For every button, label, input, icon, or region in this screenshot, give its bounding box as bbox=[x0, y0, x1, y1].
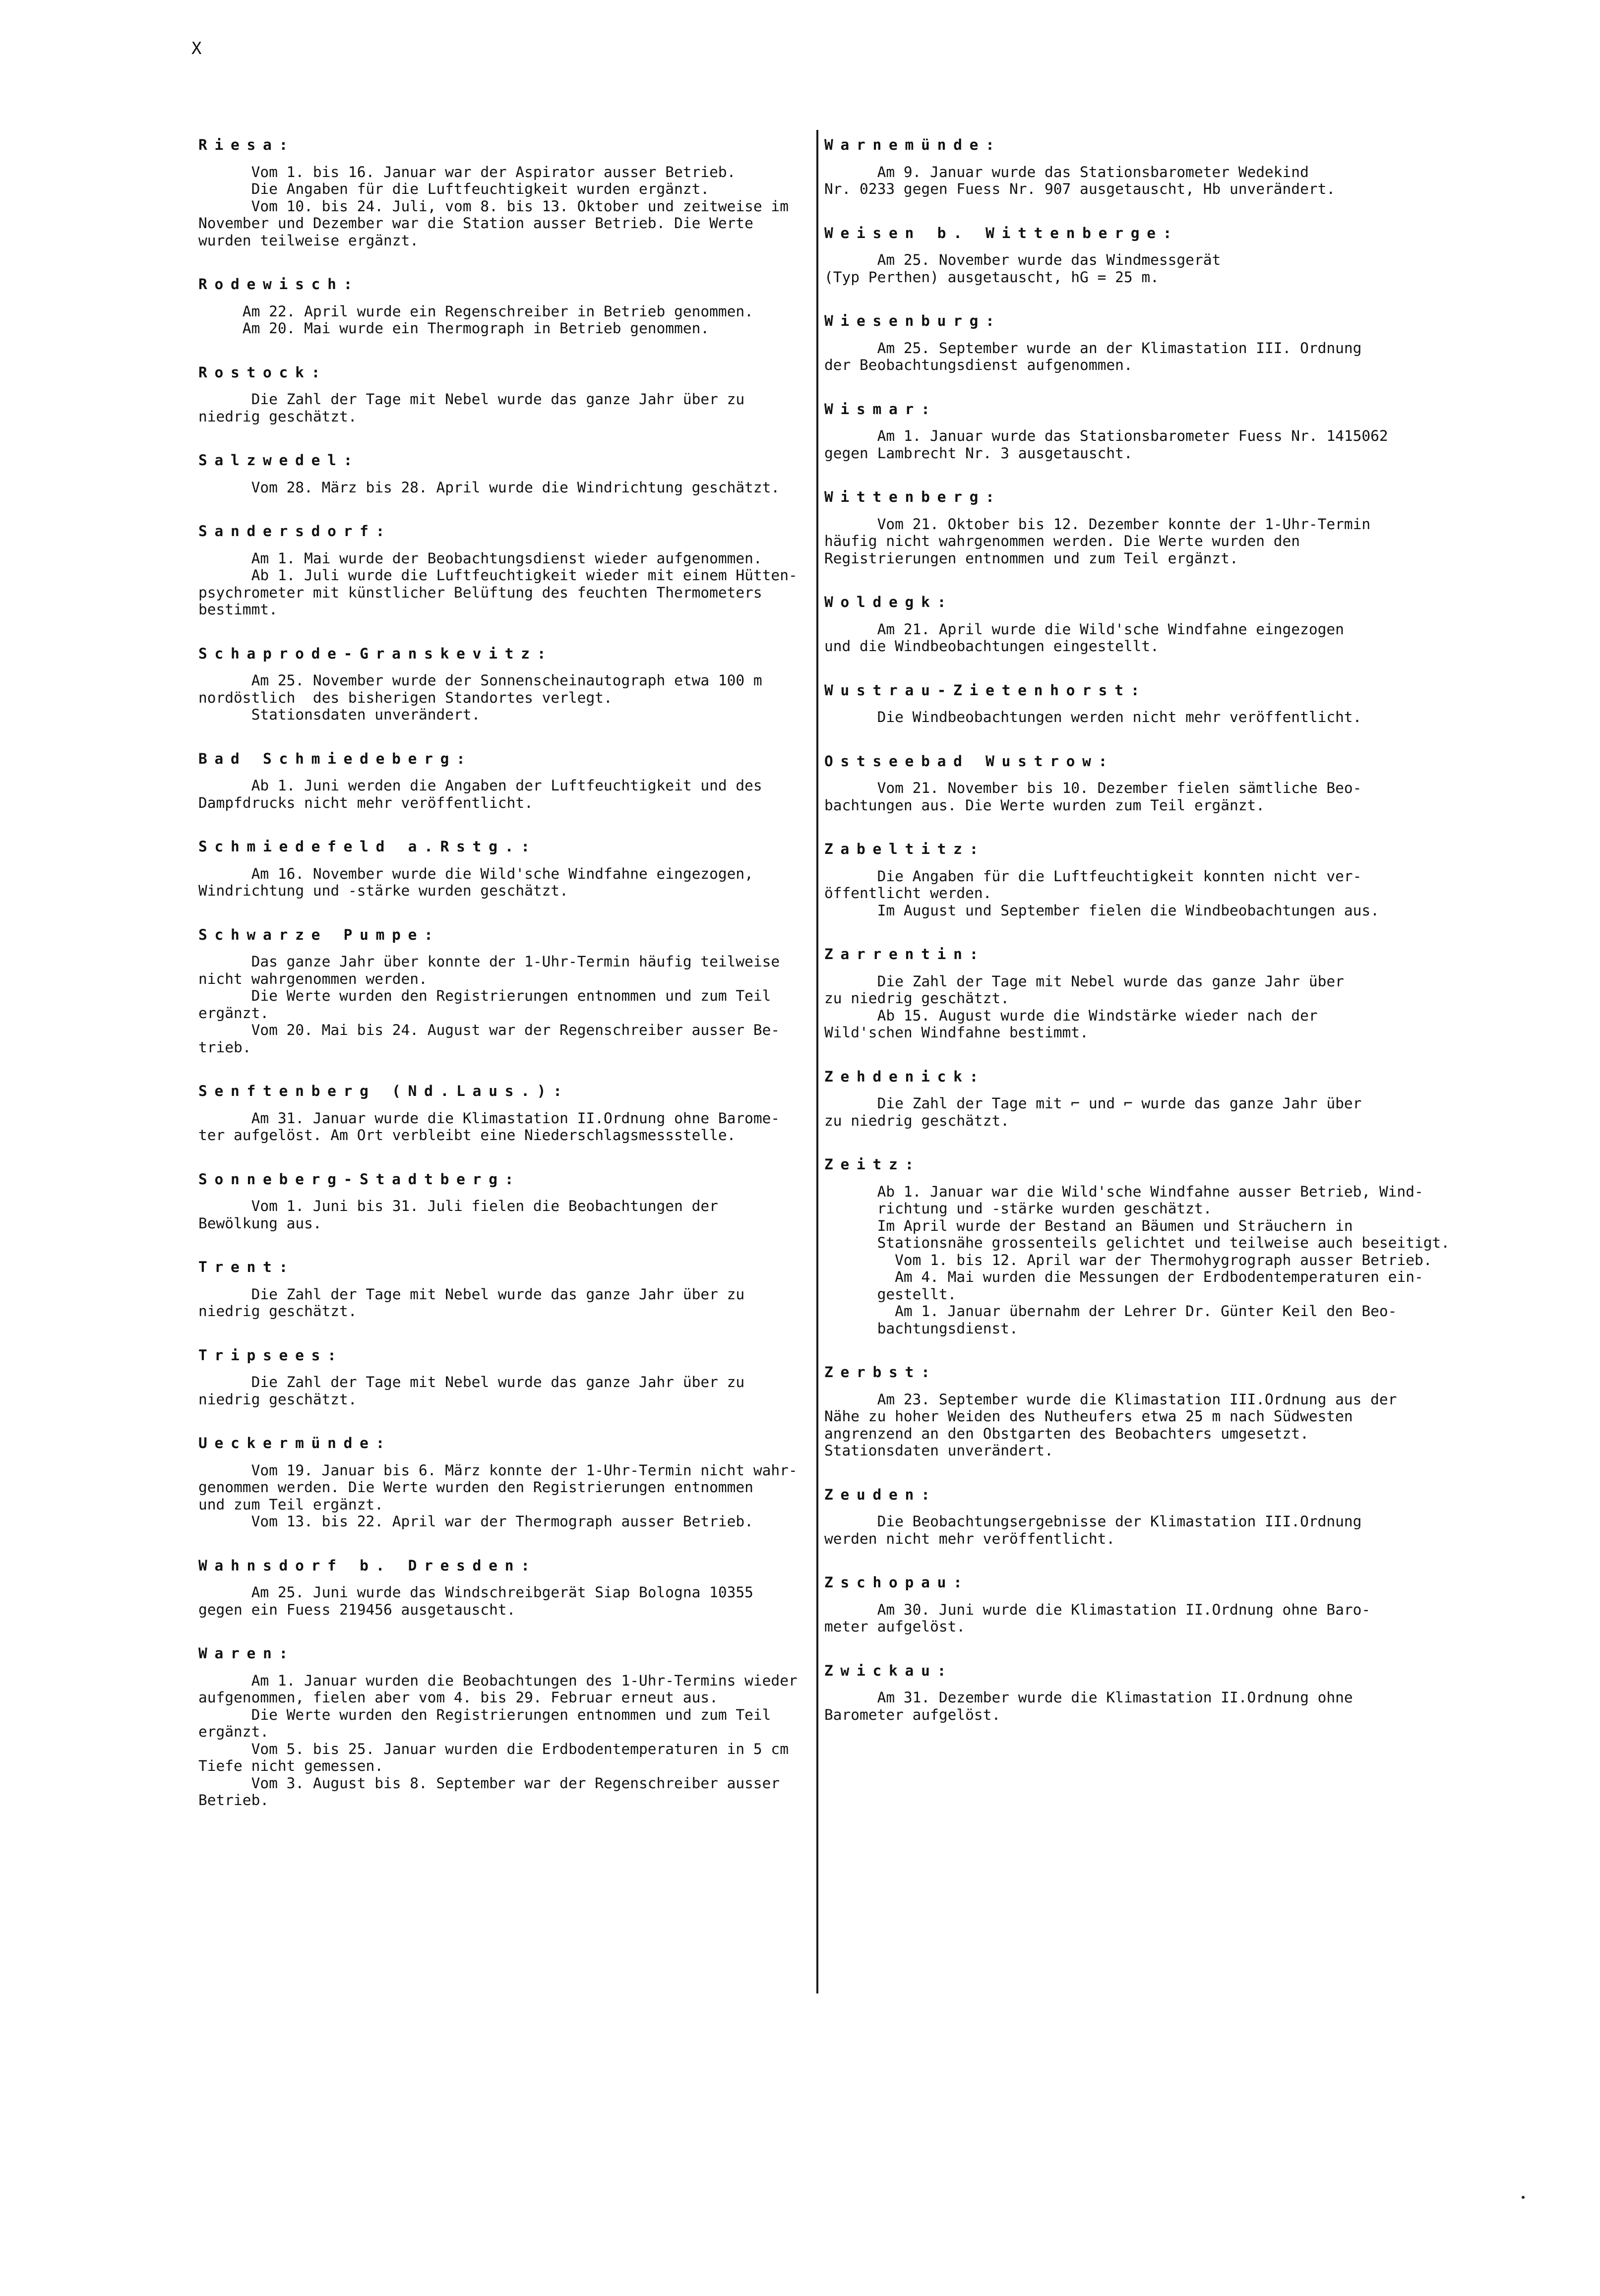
station-heading: Schwarze Pumpe: bbox=[198, 926, 440, 943]
entry-text-line: Vom 13. bis 22. April war der Thermograph ausser Betrieb. bbox=[198, 1513, 753, 1530]
entry-text-line: Die Werte wurden den Registrierungen entnommen und zum Teil bbox=[198, 1706, 771, 1723]
entry-text-line: Am 20. Mai wurde ein Thermograph in Betrieb genommen. bbox=[198, 320, 710, 337]
entry-text-line: Vom 5. bis 25. Januar wurden die Erdbodentemperaturen in 5 cm bbox=[198, 1740, 789, 1757]
entry-text-line: psychrometer mit künstlicher Belüftung des feuchten Thermometers bbox=[198, 584, 762, 601]
station-heading: Zehdenick: bbox=[824, 1068, 986, 1085]
entry-text-line: niedrig geschätzt. bbox=[198, 1390, 357, 1408]
station-heading: Zeuden: bbox=[824, 1486, 937, 1503]
entry-text-line: Betrieb. bbox=[198, 1792, 269, 1809]
station-entry bbox=[824, 401, 1449, 462]
station-entry bbox=[824, 1068, 1449, 1130]
station-entry bbox=[198, 1171, 813, 1232]
entry-text-line: Die Angaben für die Luftfeuchtigkeit konnten nicht ver- bbox=[824, 867, 1362, 885]
station-heading: Riesa: bbox=[198, 136, 296, 153]
entry-text-line: Am 9. Januar wurde das Stationsbarometer Wedekind bbox=[824, 163, 1309, 181]
entry-text-line: Windrichtung und -stärke wurden geschätzt. bbox=[198, 882, 568, 899]
heading-spacer bbox=[198, 1276, 813, 1286]
entry-text-line: Ab 1. Januar war die Wild'sche Windfahne ausser Betrieb, Wind- bbox=[824, 1183, 1423, 1200]
station-heading: Rodewisch: bbox=[198, 276, 360, 293]
entry-text-line: Die Zahl der Tage mit Nebel wurde das ganze Jahr über zu bbox=[198, 391, 745, 408]
entry-text-line: Vom 20. Mai bis 24. August war der Regenschreiber ausser Be- bbox=[198, 1022, 780, 1038]
page-speck bbox=[1522, 2196, 1525, 2199]
heading-spacer bbox=[198, 1188, 813, 1198]
entry-text-line: Am 31. Dezember wurde die Klimastation II.Ordnung ohne bbox=[824, 1689, 1353, 1706]
heading-spacer bbox=[824, 418, 1449, 427]
station-heading: Sandersdorf: bbox=[198, 523, 392, 540]
station-heading: Warnemünde: bbox=[824, 136, 1002, 153]
station-heading: Tripsees: bbox=[198, 1346, 344, 1364]
heading-spacer bbox=[198, 293, 813, 303]
station-entry bbox=[824, 1574, 1449, 1635]
heading-spacer bbox=[198, 540, 813, 550]
station-heading: Trent: bbox=[198, 1259, 296, 1275]
station-entry bbox=[198, 1435, 813, 1530]
entry-text-line: Am 1. Januar wurden die Beobachtungen des 1-Uhr-Termins wieder bbox=[198, 1672, 798, 1689]
station-entry bbox=[824, 312, 1449, 374]
heading-spacer bbox=[824, 858, 1449, 868]
entry-text-line: Die Zahl der Tage mit Nebel wurde das ganze Jahr über zu bbox=[198, 1285, 745, 1303]
entry-text-line: nordöstlich des bisherigen Standortes verlegt. bbox=[198, 689, 613, 706]
entry-text-line: niedrig geschätzt. bbox=[198, 1303, 357, 1320]
entry-text-line: Vom 19. Januar bis 6. März konnte der 1-Uhr-Termin nicht wahr- bbox=[198, 1461, 798, 1479]
entry-text-line: Vom 1. bis 16. Januar war der Aspirator ausser Betrieb. bbox=[198, 163, 736, 181]
heading-spacer bbox=[824, 1381, 1449, 1391]
station-entry bbox=[198, 1645, 813, 1809]
entry-text-line: November und Dezember war die Station ausser Betrieb. Die Werte bbox=[198, 215, 753, 232]
entry-text-line: Vom 21. Oktober bis 12. Dezember konnte der 1-Uhr-Termin bbox=[824, 515, 1371, 533]
entry-text-line: wurden teilweise ergänzt. bbox=[198, 232, 419, 249]
station-heading: Salzwedel: bbox=[198, 452, 360, 469]
station-entry bbox=[824, 682, 1449, 726]
station-heading: Rostock: bbox=[198, 363, 328, 381]
station-entry bbox=[824, 1662, 1449, 1724]
entry-text-line: nicht wahrgenommen werden. bbox=[198, 970, 428, 987]
entry-text-line: Registrierungen entnommen und zum Teil ergänzt. bbox=[824, 549, 1238, 567]
station-heading: Wahnsdorf b. Dresden: bbox=[198, 1557, 537, 1574]
heading-spacer bbox=[198, 662, 813, 672]
entry-text-line: Im August und September fielen die Windbeobachtungen aus. bbox=[824, 902, 1379, 919]
station-entry bbox=[198, 136, 813, 249]
entry-text-line: Die Zahl der Tage mit Nebel wurde das ganze Jahr über bbox=[824, 972, 1344, 990]
station-heading: Zeitz: bbox=[824, 1156, 922, 1173]
station-heading: Bad Schmiedeberg: bbox=[198, 750, 473, 767]
station-entry bbox=[198, 276, 813, 337]
entry-text-line: werden nicht mehr veröffentlicht. bbox=[824, 1530, 1115, 1547]
station-entry bbox=[198, 926, 813, 1056]
station-entry bbox=[824, 488, 1449, 567]
station-entry bbox=[198, 1347, 813, 1408]
entry-text-line: genommen werden. Die Werte wurden den Registrierungen entnommen bbox=[198, 1479, 753, 1496]
station-heading: Schmiedefeld a.Rstg.: bbox=[198, 838, 537, 855]
entry-text-line: (Typ Perthen) ausgetauscht, hG = 25 m. bbox=[824, 268, 1159, 286]
station-heading: Wiesenburg: bbox=[824, 312, 1002, 329]
entry-text-line: Am 1. Mai wurde der Beobachtungsdienst wieder aufgenommen. bbox=[198, 549, 762, 567]
station-entry bbox=[198, 452, 813, 496]
heading-spacer bbox=[824, 699, 1449, 709]
entry-text-line: Vom 28. März bis 28. April wurde die Windrichtung geschätzt. bbox=[198, 479, 780, 496]
station-entry bbox=[824, 753, 1449, 814]
heading-spacer bbox=[824, 154, 1449, 164]
heading-spacer bbox=[824, 1173, 1449, 1183]
station-heading: Schaprode-Granskevitz: bbox=[198, 645, 554, 662]
entry-text-line: zu niedrig geschätzt. bbox=[824, 1112, 1009, 1129]
station-entry bbox=[198, 838, 813, 900]
page-number: X bbox=[191, 39, 202, 59]
entry-text-line: Das ganze Jahr über konnte der 1-Uhr-Termin häufig teilweise bbox=[198, 953, 780, 970]
entry-text-line: der Beobachtungsdienst aufgenommen. bbox=[824, 357, 1133, 373]
station-heading: Ueckermünde: bbox=[198, 1435, 392, 1451]
entry-text-line: Ab 1. Juli wurde die Luftfeuchtigkeit wieder mit einem Hütten- bbox=[198, 567, 798, 584]
heading-spacer bbox=[198, 381, 813, 391]
entry-text-line: Stationsdaten unverändert. bbox=[824, 1442, 1053, 1459]
entry-text-line: Nr. 0233 gegen Fuess Nr. 907 ausgetauscht, Hb unverändert. bbox=[824, 181, 1336, 197]
station-heading: Waren: bbox=[198, 1645, 296, 1662]
entry-text-line: Stationsdaten unverändert. bbox=[198, 706, 481, 723]
heading-spacer bbox=[824, 611, 1449, 621]
entry-text-line: Ab 15. August wurde die Windstärke wieder nach der bbox=[824, 1007, 1318, 1024]
entry-text-line: Am 25. November wurde der Sonnenscheinautograph etwa 100 m bbox=[198, 672, 762, 689]
station-heading: Zwickau: bbox=[824, 1662, 954, 1679]
station-entry bbox=[198, 1259, 813, 1320]
entry-text-line: Am 22. April wurde ein Regenschreiber in Betrieb genommen. bbox=[198, 302, 753, 320]
station-entry bbox=[198, 750, 813, 812]
entry-text-line: Vom 21. November bis 10. Dezember fielen sämtliche Beo- bbox=[824, 780, 1362, 796]
heading-spacer bbox=[198, 1100, 813, 1110]
station-heading: Sonneberg-Stadtberg: bbox=[198, 1170, 521, 1188]
heading-spacer bbox=[198, 1662, 813, 1672]
station-heading: Zschopau: bbox=[824, 1574, 970, 1591]
heading-spacer bbox=[824, 1085, 1449, 1095]
entry-text-line: Am 25. Juni wurde das Windschreibgerät Siap Bologna 10355 bbox=[198, 1584, 753, 1601]
entry-text-line: Die Werte wurden den Registrierungen entnommen und zum Teil bbox=[198, 987, 771, 1004]
entry-text-line: Vom 1. Juni bis 31. Juli fielen die Beobachtungen der bbox=[198, 1198, 718, 1214]
station-heading: Senftenberg (Nd.Laus.): bbox=[198, 1083, 569, 1099]
station-heading: Wustrau-Zietenhorst: bbox=[824, 681, 1147, 699]
station-heading: Zabeltitz: bbox=[824, 841, 986, 857]
entry-text-line: Am 25. September wurde an der Klimastation III. Ordnung bbox=[824, 339, 1362, 357]
station-heading: Weisen b. Wittenberge: bbox=[824, 224, 1179, 242]
station-heading: Wismar: bbox=[824, 400, 937, 418]
entry-text-line: Am 1. Januar wurde das Stationsbarometer Fuess Nr. 1415062 bbox=[824, 427, 1388, 444]
entry-text-line: niedrig geschätzt. bbox=[198, 408, 357, 425]
entry-text-line: Vom 1. bis 12. April war der Thermohygrograph ausser Betrieb. bbox=[824, 1251, 1432, 1269]
entry-text-line: ter aufgelöst. Am Ort verbleibt eine Niederschlagsmessstelle. bbox=[198, 1127, 736, 1144]
station-entry bbox=[198, 1557, 813, 1619]
heading-spacer bbox=[198, 1574, 813, 1584]
entry-text-line: häufig nicht wahrgenommen werden. Die Werte wurden den bbox=[824, 533, 1300, 549]
entry-text-line: Nähe zu hoher Weiden des Nutheufers etwa 25 m nach Südwesten bbox=[824, 1408, 1353, 1425]
station-entry bbox=[198, 1083, 813, 1144]
entry-text-line: Die Beobachtungsergebnisse der Klimastation III.Ordnung bbox=[824, 1513, 1362, 1530]
entry-text-line: Bewölkung aus. bbox=[198, 1214, 322, 1232]
station-entry bbox=[824, 841, 1449, 919]
entry-text-line: Am 30. Juni wurde die Klimastation II.Ordnung ohne Baro- bbox=[824, 1601, 1371, 1618]
station-heading: Zarrentin: bbox=[824, 946, 986, 963]
heading-spacer bbox=[824, 1679, 1449, 1689]
entry-text-line: Dampfdrucks nicht mehr veröffentlicht. bbox=[198, 794, 533, 811]
entry-text-line: Barometer aufgelöst. bbox=[824, 1706, 1001, 1723]
entry-text-line: Ab 1. Juni werden die Angaben der Luftfeuchtigkeit und des bbox=[198, 777, 762, 794]
entry-text-line: trieb. bbox=[198, 1038, 251, 1056]
station-entry bbox=[198, 364, 813, 425]
entry-text-line: Stationsnähe grossenteils gelichtet und teilweise auch beseitigt. bbox=[824, 1234, 1450, 1251]
entry-text-line: Am 16. November wurde die Wild'sche Windfahne eingezogen, bbox=[198, 865, 753, 882]
station-entry bbox=[824, 225, 1449, 286]
heading-spacer bbox=[198, 1452, 813, 1462]
heading-spacer bbox=[824, 506, 1449, 516]
heading-spacer bbox=[824, 1591, 1449, 1601]
entry-text-line: Am 25. November wurde das Windmessgerät bbox=[824, 251, 1221, 268]
heading-spacer bbox=[824, 330, 1449, 340]
entry-text-line: Die Angaben für die Luftfeuchtigkeit wurden ergänzt. bbox=[198, 181, 710, 197]
entry-text-line: Die Zahl der Tage mit ⌐ und ⌐ wurde das ganze Jahr über bbox=[824, 1095, 1362, 1112]
entry-text-line: und zum Teil ergänzt. bbox=[198, 1496, 383, 1513]
right-column bbox=[824, 136, 1449, 1723]
entry-text-line: Wild'schen Windfahne bestimmt. bbox=[824, 1024, 1089, 1041]
entry-text-line: meter aufgelöst. bbox=[824, 1618, 966, 1635]
entry-text-line: und die Windbeobachtungen eingestellt. bbox=[824, 638, 1159, 655]
station-entry bbox=[198, 645, 813, 724]
entry-text-line: ergänzt. bbox=[198, 1723, 269, 1740]
entry-text-line: Vom 3. August bis 8. September war der Regenschreiber ausser bbox=[198, 1774, 780, 1792]
station-entry bbox=[824, 1364, 1449, 1459]
heading-spacer bbox=[824, 242, 1449, 251]
station-entry bbox=[824, 1486, 1449, 1548]
station-entry bbox=[824, 946, 1449, 1041]
station-heading: Woldegk: bbox=[824, 594, 954, 610]
entry-text-line: Die Windbeobachtungen werden nicht mehr veröffentlicht. bbox=[824, 709, 1362, 725]
heading-spacer bbox=[824, 1503, 1449, 1513]
heading-spacer bbox=[198, 943, 813, 953]
station-heading: Ostseebad Wustrow: bbox=[824, 752, 1115, 770]
entry-text-line: Die Zahl der Tage mit Nebel wurde das ganze Jahr über zu bbox=[198, 1374, 745, 1390]
station-heading: Wittenberg: bbox=[824, 488, 1002, 505]
entry-text-line: gegen ein Fuess 219456 ausgetauscht. bbox=[198, 1601, 516, 1618]
entry-text-line: bachtungsdienst. bbox=[824, 1320, 1018, 1337]
entry-text-line: Am 23. September wurde die Klimastation III.Ordnung aus der bbox=[824, 1390, 1397, 1408]
entry-text-line: gegen Lambrecht Nr. 3 ausgetauscht. bbox=[824, 444, 1133, 462]
entry-text-line: ergänzt. bbox=[198, 1004, 269, 1022]
heading-spacer bbox=[198, 855, 813, 865]
entry-text-line: Am 1. Januar übernahm der Lehrer Dr. Günter Keil den Beo- bbox=[824, 1303, 1397, 1320]
station-entry bbox=[198, 523, 813, 618]
entry-text-line: öffentlicht werden. bbox=[824, 885, 992, 902]
entry-text-line: Am 4. Mai wurden die Messungen der Erdbodentemperaturen ein- bbox=[824, 1269, 1423, 1285]
entry-text-line: zu niedrig geschätzt. bbox=[824, 990, 1009, 1007]
entry-text-line: Im April wurde der Bestand an Bäumen und Sträuchern in bbox=[824, 1217, 1353, 1234]
station-entry bbox=[824, 136, 1449, 198]
entry-text-line: Vom 10. bis 24. Juli, vom 8. bis 13. Oktober und zeitweise im bbox=[198, 197, 789, 215]
entry-text-line: aufgenommen, fielen aber vom 4. bis 29. Februar erneut aus. bbox=[198, 1689, 718, 1706]
station-heading: Zerbst: bbox=[824, 1364, 937, 1381]
entry-text-line: Tiefe nicht gemessen. bbox=[198, 1757, 383, 1774]
entry-text-line: Am 31. Januar wurde die Klimastation II.Ordnung ohne Barome- bbox=[198, 1109, 780, 1127]
entry-text-line: angrenzend an den Obstgarten des Beobachters umgesetzt. bbox=[824, 1425, 1309, 1442]
entry-text-line: Am 21. April wurde die Wild'sche Windfahne eingezogen bbox=[824, 620, 1344, 638]
station-entry bbox=[824, 594, 1449, 655]
heading-spacer bbox=[198, 469, 813, 479]
station-entry bbox=[824, 1156, 1449, 1337]
heading-spacer bbox=[198, 154, 813, 164]
left-column bbox=[198, 136, 813, 1809]
heading-spacer bbox=[198, 767, 813, 777]
heading-spacer bbox=[824, 963, 1449, 973]
heading-spacer bbox=[824, 770, 1449, 780]
heading-spacer bbox=[198, 1364, 813, 1374]
entry-text-line: bestimmt. bbox=[198, 601, 278, 618]
entry-text-line: richtung und -stärke wurden geschätzt. bbox=[824, 1200, 1212, 1217]
column-divider bbox=[816, 130, 818, 1994]
entry-text-line: bachtungen aus. Die Werte wurden zum Teil ergänzt. bbox=[824, 796, 1265, 814]
entry-text-line: gestellt. bbox=[824, 1285, 957, 1303]
